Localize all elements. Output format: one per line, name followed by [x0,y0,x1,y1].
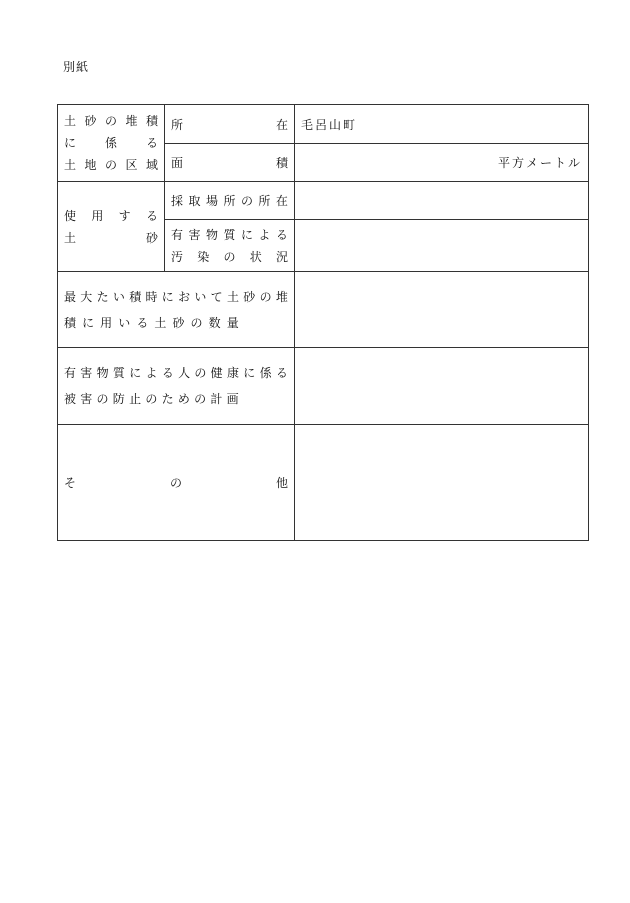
label-char: る [145,208,158,223]
label-char: の [223,249,236,264]
label-char: 人 [178,366,191,380]
label-char: 在 [275,117,288,132]
label-char: た [96,289,109,304]
label-char: よ [258,227,271,242]
label-char: お [178,289,191,304]
label-char: 積 [64,315,77,330]
prevention-label-line-1 [64,360,288,386]
label-char: 地 [84,158,97,172]
label-char: て [210,289,223,304]
label-char: 数 [208,315,221,330]
label-char: 土 [64,114,77,128]
size-label-cell [165,144,295,182]
label-char: 砂 [172,315,185,330]
application-form-table [57,104,589,541]
label-char: 所 [223,194,236,208]
label-char: る [161,366,174,380]
label-char: 係 [104,136,117,150]
label-char: 計 [210,392,223,406]
label-char: の [194,366,207,380]
label-char: の [169,476,182,490]
contamination-label-line-1 [171,224,288,246]
label-char: め [177,392,190,406]
label-char: 採 [171,194,184,208]
label-char: 害 [80,392,93,406]
area-label-cell [58,105,165,182]
quantity-label-cell [58,272,295,348]
label-char: る [136,315,149,330]
area-label-line-3 [64,154,158,176]
contamination-value-cell[interactable] [295,220,589,272]
label-char: の [104,114,117,128]
label-char: る [275,366,288,380]
size-value-cell[interactable] [295,144,589,182]
label-char: 積 [275,156,288,170]
label-char: の [96,392,109,406]
location-value-cell[interactable] [295,105,589,144]
other-label [64,474,288,491]
label-char: に [161,289,174,304]
document-title: 別紙 [63,60,90,74]
extraction-label [171,192,288,209]
label-char: 健 [210,366,223,380]
label-char: 状 [249,249,262,264]
label-char: 堆 [275,289,288,304]
soil-label-line-1 [64,205,158,227]
label-char: に [64,136,77,150]
label-char: 用 [100,315,113,330]
label-char: の [190,315,203,330]
label-char: 有 [64,366,77,380]
soil-label-cell [58,182,165,272]
location-value: 毛呂山町 [301,117,358,132]
label-char: 質 [223,227,236,242]
label-char: 最 [64,289,77,304]
label-char: 土 [64,230,77,245]
label-char: 係 [259,366,272,380]
size-label [171,154,288,171]
size-unit: 平方メートル [497,156,582,170]
label-char: 土 [64,158,77,172]
label-char: 砂 [243,289,256,304]
label-char: に [129,366,142,380]
label-char: い [112,289,125,304]
location-label [171,116,288,133]
prevention-label-line-2 [64,386,239,412]
label-char: の [240,194,253,208]
area-label-line-2 [64,132,158,154]
extraction-value-cell[interactable] [295,182,589,220]
label-char: 使 [64,208,77,223]
label-char: に [243,366,256,380]
label-char: 所 [171,117,184,132]
label-char: 物 [96,366,109,380]
label-char: 時 [145,289,158,304]
label-char: 土 [154,315,167,330]
label-char: 面 [171,156,184,170]
label-char: す [118,208,131,223]
area-label-line-1 [64,110,158,132]
label-char: 防 [112,392,125,406]
label-char: る [145,136,158,150]
quantity-label-line-2 [64,310,239,336]
label-char: 堆 [125,114,138,128]
label-char: に [240,227,253,242]
label-char: 被 [64,392,77,406]
label-char: 質 [112,366,125,380]
label-char: 積 [145,114,158,128]
other-label-cell [58,425,295,541]
label-char: 量 [226,315,239,330]
label-char: 取 [188,194,201,208]
label-char: よ [145,366,158,380]
label-char: の [259,289,272,304]
label-char: 用 [91,208,104,223]
label-char: い [118,315,131,330]
quantity-label-line-1 [64,284,288,310]
label-char: 物 [205,227,218,242]
label-char: 砂 [145,230,158,245]
label-char: 画 [226,392,239,406]
label-char: い [194,289,207,304]
contamination-label-cell [165,220,295,272]
label-char: 有 [171,227,184,242]
label-char: 染 [197,249,210,264]
label-char: 康 [226,366,239,380]
label-char: 砂 [84,114,97,128]
label-char: る [275,227,288,242]
location-label-cell [165,105,295,144]
label-char: た [161,392,174,406]
contamination-label-line-2 [171,246,288,268]
label-char: 害 [188,227,201,242]
label-char: 他 [275,476,288,490]
other-value-cell[interactable] [295,425,589,541]
label-char: 止 [129,392,142,406]
label-char: 況 [275,249,288,264]
label-char: 土 [226,289,239,304]
label-char: の [104,158,117,172]
label-char: に [82,315,95,330]
prevention-value-cell[interactable] [295,348,589,425]
label-char: そ [64,476,77,490]
label-char: 所 [258,194,271,208]
label-char: 汚 [171,249,184,264]
label-char: 場 [205,194,218,208]
prevention-label-cell [58,348,295,425]
soil-label-line-2 [64,227,158,249]
label-char: 積 [129,289,142,304]
label-char: の [145,392,158,406]
label-char: 域 [145,158,158,172]
quantity-value-cell[interactable] [295,272,589,348]
label-char: 区 [125,158,138,172]
label-char: の [194,392,207,406]
label-char: 大 [80,289,93,304]
label-char: 在 [275,194,288,208]
extraction-label-cell [165,182,295,220]
label-char: 害 [80,366,93,380]
